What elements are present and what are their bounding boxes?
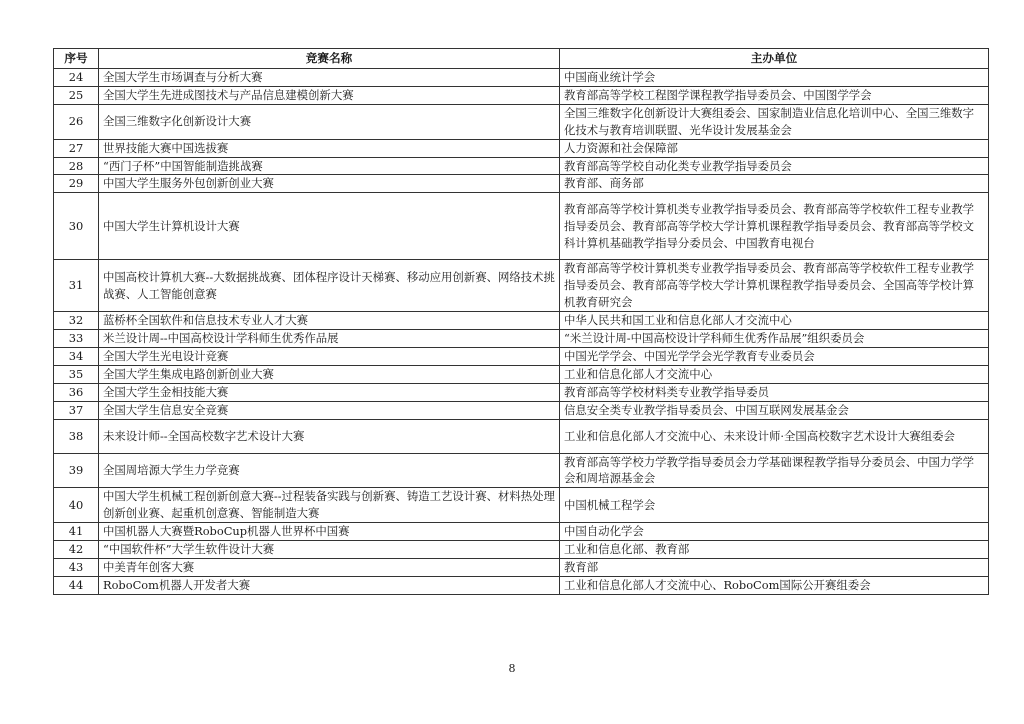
organizer-cell: 人力资源和社会保障部 xyxy=(560,139,989,157)
organizer-cell: 中国商业统计学会 xyxy=(560,69,989,87)
competition-name-cell: 中国机器人大赛暨RoboCup机器人世界杯中国赛 xyxy=(99,523,560,541)
organizer-cell: 教育部高等学校工程图学课程教学指导委员会、中国图学学会 xyxy=(560,86,989,104)
table-row xyxy=(54,523,989,541)
serial-number-cell: 28 xyxy=(54,157,99,175)
serial-number-cell: 40 xyxy=(54,488,99,523)
table-row xyxy=(54,383,989,401)
organizer-cell: 教育部高等学校计算机类专业教学指导委员会、教育部高等学校软件工程专业教学指导委员会、教育部高等学校大学计算机课程教学指导委员会、全国高等学校计算机教育研究会 xyxy=(560,260,989,312)
organizer-cell: 中国光学学会、中国光学学会光学教育专业委员会 xyxy=(560,347,989,365)
table-row xyxy=(54,453,989,488)
competition-name-cell: 米兰设计周--中国高校设计学科师生优秀作品展 xyxy=(99,329,560,347)
table-row xyxy=(54,69,989,87)
table-row xyxy=(54,104,989,139)
organizer-cell: 中国自动化学会 xyxy=(560,523,989,541)
table-body xyxy=(54,69,989,595)
table-row xyxy=(54,558,989,576)
header-competition-name: 竞赛名称 xyxy=(99,49,560,69)
table-row xyxy=(54,488,989,523)
serial-number-cell: 36 xyxy=(54,383,99,401)
competition-name-cell: 全国周培源大学生力学竞赛 xyxy=(99,453,560,488)
serial-number-cell: 42 xyxy=(54,541,99,559)
organizer-cell: 信息安全类专业教学指导委员会、中国互联网发展基金会 xyxy=(560,401,989,419)
table-row xyxy=(54,193,989,260)
competition-name-cell: 中国大学生机械工程创新创意大赛--过程装备实践与创新赛、铸造工艺设计赛、材料热处理创新创业赛、起重机创意赛、智能制造大赛 xyxy=(99,488,560,523)
serial-number-cell: 35 xyxy=(54,365,99,383)
table-row xyxy=(54,576,989,594)
organizer-cell: 中国机械工程学会 xyxy=(560,488,989,523)
competition-name-cell: 全国大学生集成电路创新创业大赛 xyxy=(99,365,560,383)
table-row xyxy=(54,260,989,312)
organizer-cell: 教育部高等学校自动化类专业教学指导委员会 xyxy=(560,157,989,175)
serial-number-cell: 39 xyxy=(54,453,99,488)
organizer-cell: 教育部高等学校材料类专业教学指导委员 xyxy=(560,383,989,401)
organizer-cell: 教育部、商务部 xyxy=(560,175,989,193)
competition-name-cell: 全国大学生光电设计竞赛 xyxy=(99,347,560,365)
page-number: 8 xyxy=(508,662,516,675)
organizer-cell: 工业和信息化部人才交流中心、RoboCom国际公开赛组委会 xyxy=(560,576,989,594)
organizer-cell: 工业和信息化部人才交流中心 xyxy=(560,365,989,383)
competition-name-cell: “西门子杯”中国智能制造挑战赛 xyxy=(99,157,560,175)
table-row xyxy=(54,157,989,175)
serial-number-cell: 24 xyxy=(54,69,99,87)
table-row xyxy=(54,419,989,453)
serial-number-cell: 38 xyxy=(54,419,99,453)
header-organizer: 主办单位 xyxy=(560,49,989,69)
organizer-cell: 工业和信息化部人才交流中心、未来设计师·全国高校数字艺术设计大赛组委会 xyxy=(560,419,989,453)
header-serial-number: 序号 xyxy=(54,49,99,69)
competition-name-cell: “中国软件杯”大学生软件设计大赛 xyxy=(99,541,560,559)
table-row xyxy=(54,365,989,383)
table-row xyxy=(54,347,989,365)
competition-name-cell: 全国大学生先进成图技术与产品信息建模创新大赛 xyxy=(99,86,560,104)
table-row xyxy=(54,86,989,104)
serial-number-cell: 25 xyxy=(54,86,99,104)
competition-name-cell: RoboCom机器人开发者大赛 xyxy=(99,576,560,594)
organizer-cell: 工业和信息化部、教育部 xyxy=(560,541,989,559)
serial-number-cell: 29 xyxy=(54,175,99,193)
organizer-cell: 教育部高等学校计算机类专业教学指导委员会、教育部高等学校软件工程专业教学指导委员会、教育部高等学校大学计算机课程教学指导委员会、教育部高等学校文科计算机基础教学指导分委员会、中国教育电视台 xyxy=(560,193,989,260)
serial-number-cell: 26 xyxy=(54,104,99,139)
competition-name-cell: 全国三维数字化创新设计大赛 xyxy=(99,104,560,139)
competition-table xyxy=(53,48,989,595)
competition-name-cell: 未来设计师--全国高校数字艺术设计大赛 xyxy=(99,419,560,453)
competition-name-cell: 全国大学生市场调查与分析大赛 xyxy=(99,69,560,87)
table-row xyxy=(54,139,989,157)
table-row xyxy=(54,401,989,419)
competition-name-cell: 蓝桥杯全国软件和信息技术专业人才大赛 xyxy=(99,312,560,330)
competition-name-cell: 全国大学生信息安全竞赛 xyxy=(99,401,560,419)
table-header-row xyxy=(54,49,989,69)
table-row xyxy=(54,312,989,330)
serial-number-cell: 37 xyxy=(54,401,99,419)
organizer-cell: 全国三维数字化创新设计大赛组委会、国家制造业信息化培训中心、全国三维数字化技术与教育培训联盟、光华设计发展基金会 xyxy=(560,104,989,139)
competition-name-cell: 中国高校计算机大赛--大数据挑战赛、团体程序设计天梯赛、移动应用创新赛、网络技术挑战赛、人工智能创意赛 xyxy=(99,260,560,312)
organizer-cell: 中华人民共和国工业和信息化部人才交流中心 xyxy=(560,312,989,330)
organizer-cell: 教育部高等学校力学教学指导委员会力学基础课程教学指导分委员会、中国力学学会和周培源基金会 xyxy=(560,453,989,488)
serial-number-cell: 34 xyxy=(54,347,99,365)
serial-number-cell: 43 xyxy=(54,558,99,576)
serial-number-cell: 27 xyxy=(54,139,99,157)
competition-name-cell: 中国大学生计算机设计大赛 xyxy=(99,193,560,260)
competition-name-cell: 全国大学生金相技能大赛 xyxy=(99,383,560,401)
serial-number-cell: 33 xyxy=(54,329,99,347)
organizer-cell: 教育部 xyxy=(560,558,989,576)
organizer-cell: “米兰设计周-中国高校设计学科师生优秀作品展”组织委员会 xyxy=(560,329,989,347)
serial-number-cell: 30 xyxy=(54,193,99,260)
table-row xyxy=(54,541,989,559)
competition-name-cell: 中美青年创客大赛 xyxy=(99,558,560,576)
competition-name-cell: 中国大学生服务外包创新创业大赛 xyxy=(99,175,560,193)
serial-number-cell: 44 xyxy=(54,576,99,594)
document-sheet xyxy=(53,48,988,595)
table-row xyxy=(54,175,989,193)
serial-number-cell: 31 xyxy=(54,260,99,312)
serial-number-cell: 32 xyxy=(54,312,99,330)
serial-number-cell: 41 xyxy=(54,523,99,541)
table-row xyxy=(54,329,989,347)
competition-name-cell: 世界技能大赛中国选拔赛 xyxy=(99,139,560,157)
